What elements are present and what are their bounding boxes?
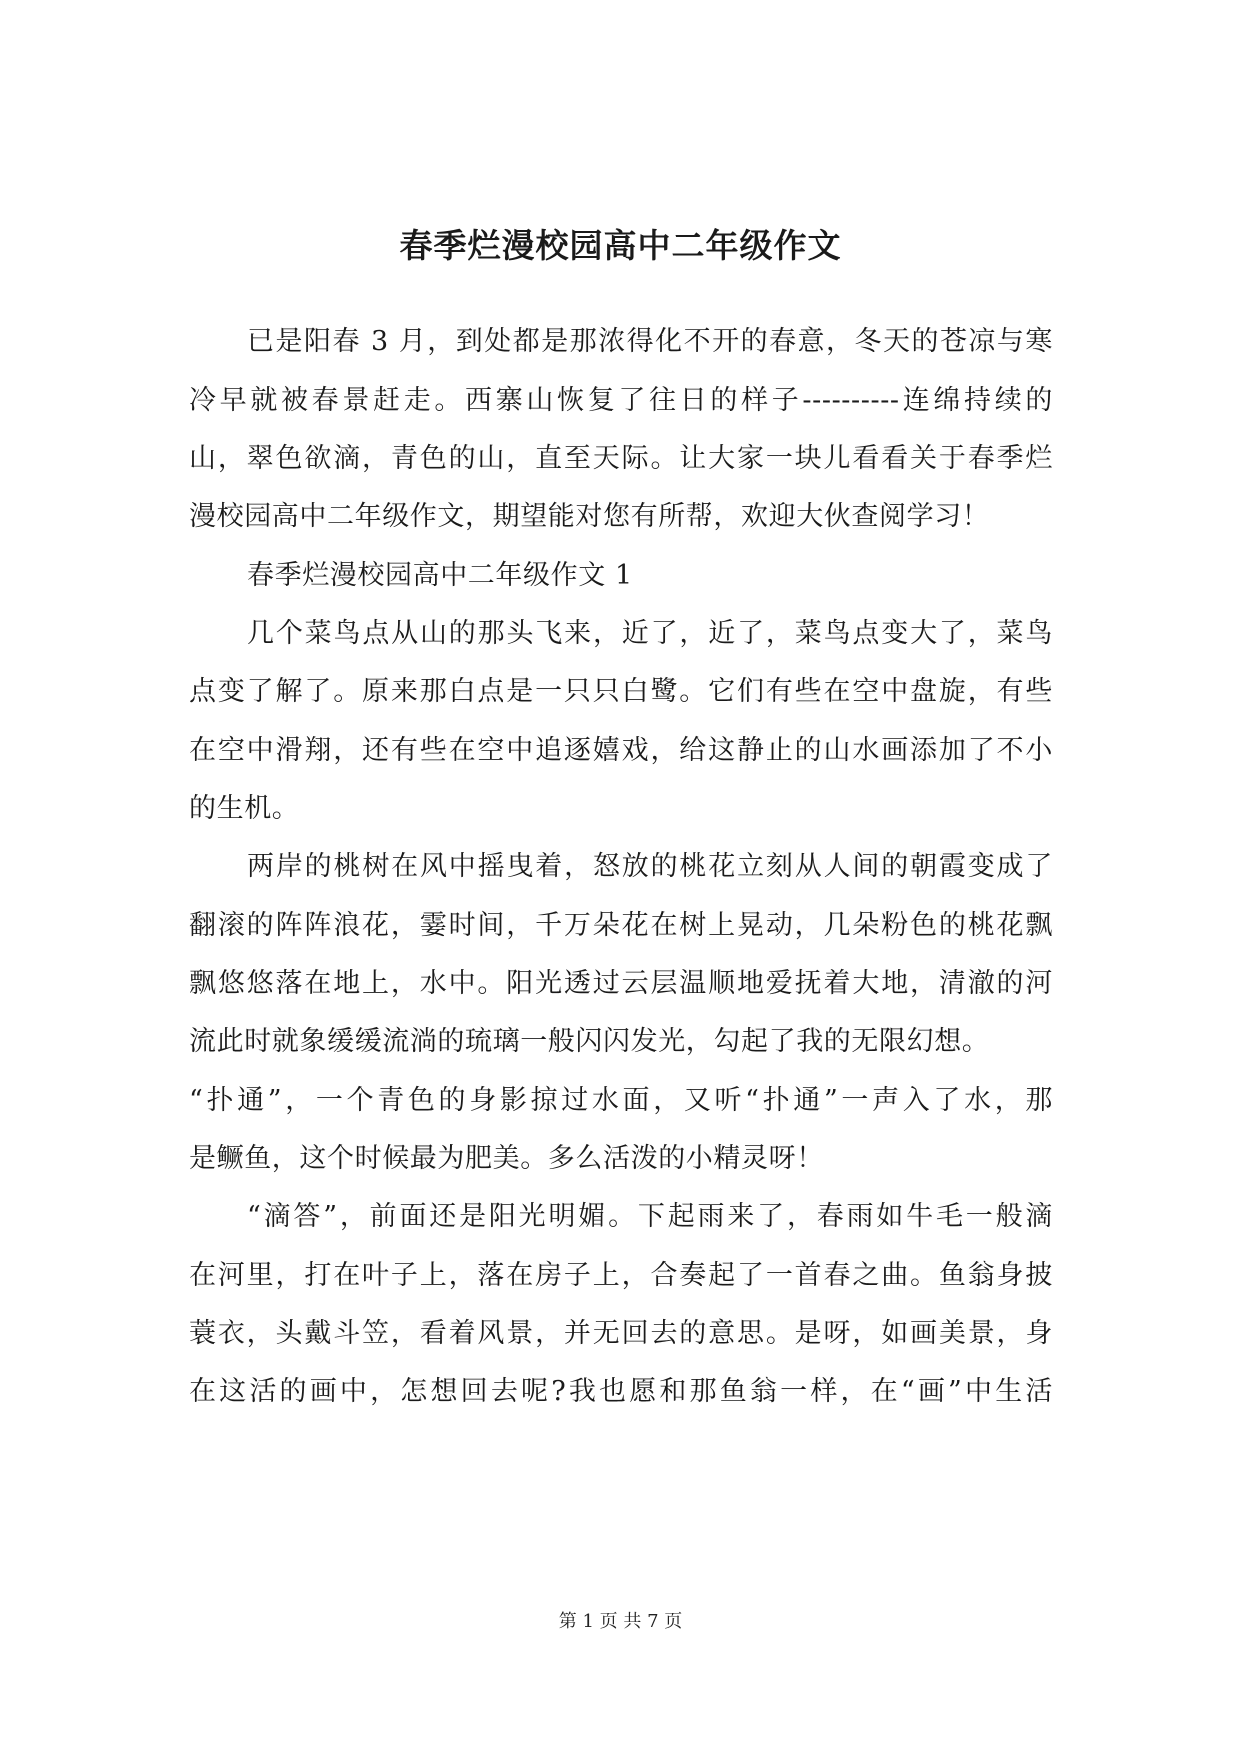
text-line: 几个菜鸟点从山的那头飞来，近了，近了，菜鸟点变大了，菜鸟	[247, 618, 1053, 649]
text-line: 两岸的桃树在风中摇曳着，怒放的桃花立刻从人间的朝霞变成了	[247, 851, 1053, 882]
text-line: 蓑衣，头戴斗笠，看着风景，并无回去的意思。是呀，如画美景，身	[189, 1318, 1053, 1349]
text-line: 的生机。	[189, 793, 300, 824]
text-line: 在河里，打在叶子上，落在房子上，合奏起了一首春之曲。鱼翁身披	[189, 1260, 1053, 1291]
text-line: “滴答”，前面还是阳光明媚。下起雨来了，春雨如牛毛一般滴	[247, 1201, 1053, 1232]
section-heading: 春季烂漫校园高中二年级作文 1	[247, 560, 633, 591]
text-line: 在空中滑翔，还有些在空中追逐嬉戏，给这静止的山水画添加了不小	[189, 735, 1053, 766]
text-line: 山，翠色欲滴，青色的山，直至天际。让大家一块儿看看关于春季烂	[189, 443, 1053, 474]
text-line: 冷早就被春景赶走。西寨山恢复了往日的样子----------连绵持续的	[189, 385, 1053, 416]
text-line: 在这活的画中，怎想回去呢?我也愿和那鱼翁一样，在“画”中生活	[189, 1376, 1053, 1407]
text-line: 已是阳春 3 月，到处都是那浓得化不开的春意，冬天的苍凉与寒	[247, 326, 1053, 357]
text-line: 翻滚的阵阵浪花，霎时间，千万朵花在树上晃动，几朵粉色的桃花飘	[189, 910, 1053, 941]
text-line: “扑通”，一个青色的身影掠过水面，又听“扑通”一声入了水，那	[189, 1085, 1053, 1116]
text-line: 点变了解了。原来那白点是一只只白鹭。它们有些在空中盘旋，有些	[189, 676, 1053, 707]
page-title: 春季烂漫校园高中二年级作文	[399, 226, 842, 265]
text-line: 是鳜鱼，这个时候最为肥美。多么活泼的小精灵呀！	[189, 1143, 824, 1174]
text-line: 流此时就象缓缓流淌的琉璃一般闪闪发光，勾起了我的无限幻想。	[189, 1026, 990, 1057]
text-line: 漫校园高中二年级作文，期望能对您有所帮，欢迎大伙查阅学习！	[189, 501, 990, 532]
text-line: 飘悠悠落在地上，水中。阳光透过云层温顺地爱抚着大地，清澈的河	[189, 968, 1053, 999]
page-number: 第 1 页 共 7 页	[558, 1611, 683, 1632]
